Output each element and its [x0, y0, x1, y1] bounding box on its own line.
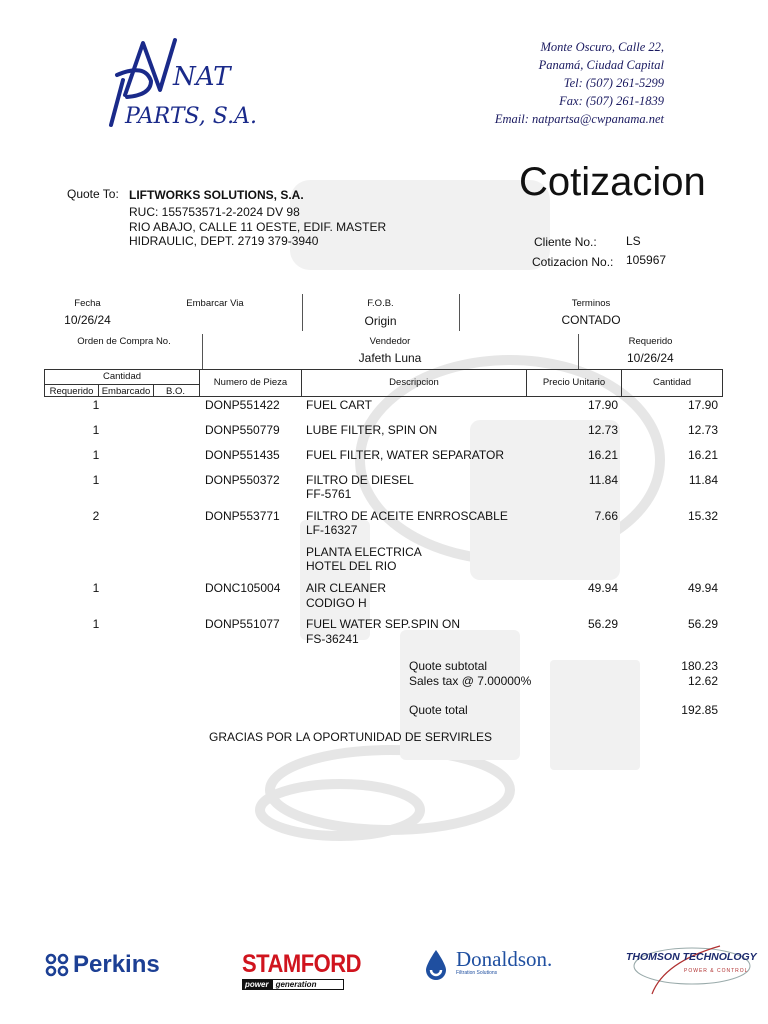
stamford-sub2: generation: [272, 979, 344, 990]
terminos-value: CONTADO: [561, 313, 621, 327]
item-part: DONP550372: [205, 473, 280, 487]
item-desc-line2: HOTEL DEL RIO: [306, 559, 397, 573]
item-qty: 1: [92, 448, 100, 462]
item-price: 49.94: [587, 581, 618, 595]
item-desc-line2: FF-5761: [306, 487, 352, 501]
donaldson-text: Donaldson.: [456, 947, 553, 971]
descripcion-header: Descripcion: [389, 377, 439, 388]
item-price: 7.66: [594, 509, 618, 523]
cotizacion-no-label: Cotizacion No.:: [532, 255, 614, 269]
item-total: 49.94: [687, 581, 718, 595]
bo-col-label: B.O.: [166, 386, 186, 397]
item-total: 12.73: [687, 423, 718, 437]
thomson-text: THOMSON TECHNOLOGY: [626, 951, 757, 963]
company-address: [495, 38, 664, 128]
numero-pieza-header: Numero de Pieza: [213, 377, 288, 388]
item-desc: FUEL CART: [306, 398, 373, 412]
total-value: 192.85: [681, 703, 718, 717]
total-label: Quote total: [409, 703, 468, 717]
thomson-technology-logo: [624, 942, 757, 1000]
item-part: DONP550779: [205, 423, 280, 437]
logo-text-nat: NAT: [173, 62, 231, 92]
address-line: Fax: (507) 261-1839: [559, 94, 664, 108]
cantidad-group-label: Cantidad: [102, 371, 142, 382]
item-qty: 1: [92, 423, 100, 437]
perkins-logo: [44, 951, 160, 979]
item-price: 12.73: [587, 423, 618, 437]
item-qty: 1: [92, 473, 100, 487]
item-price: 56.29: [587, 617, 618, 631]
address-line: Email: natpartsa@cwpanama.net: [494, 112, 664, 126]
donaldson-drop-icon: [424, 948, 448, 982]
address-line: Tel: (507) 261-5299: [563, 76, 664, 90]
item-total: 16.21: [687, 448, 718, 462]
item-total: 11.84: [688, 473, 718, 487]
address-line: Monte Oscuro, Calle 22,: [540, 40, 664, 54]
item-desc: AIR CLEANER: [306, 581, 387, 595]
fecha-label: Fecha: [74, 298, 101, 309]
document-title: Cotizacion: [519, 160, 706, 204]
stamford-logo: [242, 948, 362, 990]
cantidad-header: Cantidad: [652, 377, 692, 388]
item-desc: FILTRO DE ACEITE ENRROSCABLE: [306, 509, 508, 523]
subtotal-label: Quote subtotal: [409, 659, 488, 673]
thomson-sub: POWER & CONTROL: [684, 968, 749, 974]
logo-text-parts: PARTS, S.A.: [125, 104, 257, 129]
item-desc: FUEL FILTER, WATER SEPARATOR: [306, 448, 505, 462]
item-part: DONC105004: [205, 581, 281, 595]
requerido-label: Requerido: [628, 336, 673, 347]
item-qty: 1: [92, 398, 100, 412]
terminos-label: Terminos: [571, 298, 611, 309]
item-desc: PLANTA ELECTRICA: [306, 545, 422, 559]
requerido-col-label: Requerido: [49, 386, 94, 397]
item-part: DONP551422: [205, 398, 280, 412]
vendedor-label: Vendedor: [369, 336, 411, 347]
cliente-no-value: LS: [626, 234, 641, 248]
perkins-text: Perkins: [73, 951, 160, 978]
stamford-text: STAMFORD: [242, 948, 362, 978]
donaldson-sub: Filtration Solutions: [456, 970, 498, 976]
cliente-no-label: Cliente No.:: [534, 235, 597, 249]
item-price: 11.84: [588, 473, 618, 487]
requerido-value: 10/26/24: [627, 351, 674, 365]
fob-value: Origin: [364, 314, 397, 328]
customer-name: LIFTWORKS SOLUTIONS, S.A.: [129, 188, 304, 202]
item-qty: 1: [92, 581, 100, 595]
item-desc: FUEL WATER SEP.SPIN ON: [306, 617, 461, 631]
fob-label: F.O.B.: [367, 298, 394, 309]
fecha-value: 10/26/24: [64, 313, 111, 327]
tax-label: Sales tax @ 7.00000%: [409, 674, 532, 688]
nat-parts-logo: [105, 35, 280, 130]
cotizacion-no-value: 105967: [626, 253, 667, 267]
tax-value: 12.62: [687, 674, 718, 688]
subtotal-value: 180.23: [681, 659, 718, 673]
item-part: DONP553771: [205, 509, 280, 523]
customer-address-line: RUC: 155753571-2-2024 DV 98: [129, 205, 300, 219]
customer-address-line: HIDRAULIC, DEPT. 2719 379-3940: [129, 234, 319, 248]
item-price: 17.90: [587, 398, 618, 412]
item-total: 15.32: [687, 509, 718, 523]
item-total: 17.90: [687, 398, 718, 412]
embarcar-label: Embarcar Via: [186, 298, 244, 309]
item-desc: LUBE FILTER, SPIN ON: [306, 423, 438, 437]
address-line: Panamá, Ciudad Capital: [538, 58, 664, 72]
item-qty: 2: [92, 509, 100, 523]
item-total: 56.29: [687, 617, 718, 631]
precio-header: Precio Unitario: [542, 377, 606, 388]
item-desc: FILTRO DE DIESEL: [306, 473, 414, 487]
item-desc-line2: CODIGO H: [306, 596, 367, 610]
thanks-message: GRACIAS POR LA OPORTUNIDAD DE SERVIRLES: [209, 730, 492, 744]
orden-label: Orden de Compra No.: [77, 336, 171, 347]
item-qty: 1: [92, 617, 100, 631]
quote-to-label: Quote To:: [67, 187, 119, 201]
perkins-symbol-icon: [44, 953, 70, 977]
customer-address-line: RIO ABAJO, CALLE 11 OESTE, EDIF. MASTER: [129, 220, 387, 234]
item-part: DONP551435: [205, 448, 280, 462]
donaldson-logo: [424, 948, 552, 982]
item-part: DONP551077: [205, 617, 280, 631]
stamford-sub1: power: [242, 979, 272, 990]
item-desc-line2: LF-16327: [306, 523, 358, 537]
vendedor-value: Jafeth Luna: [358, 351, 422, 365]
item-desc-line2: FS-36241: [306, 632, 359, 646]
item-price: 16.21: [587, 448, 618, 462]
embarcado-col-label: Embarcado: [101, 386, 151, 397]
